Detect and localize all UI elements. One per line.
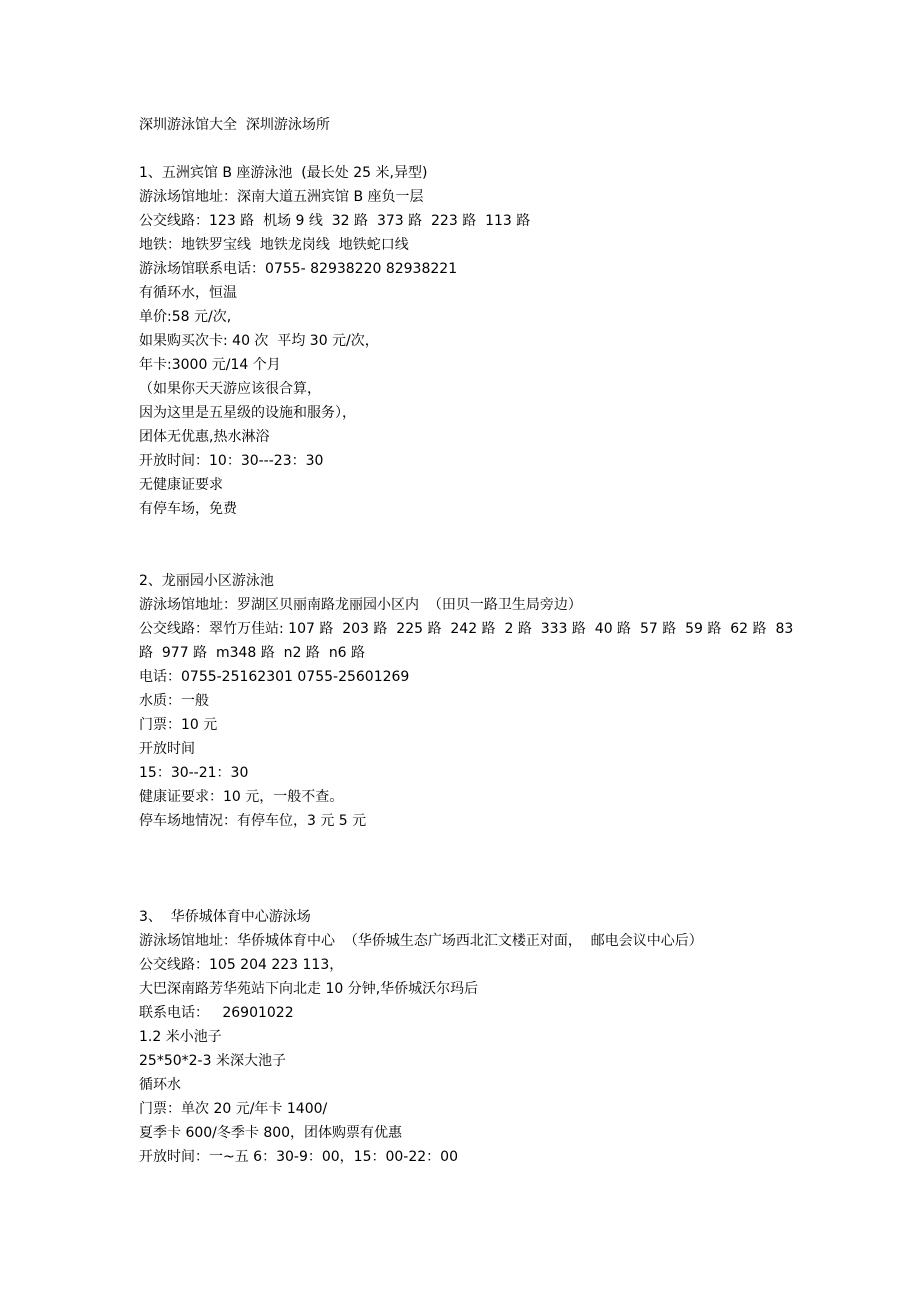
phone-line: 电话：0755-25162301 0755-25601269 bbox=[139, 669, 410, 685]
group-line: 团体无优惠,热水淋浴 bbox=[139, 429, 270, 445]
address-line: 游泳场馆地址：深南大道五洲宾馆 B 座负一层 bbox=[139, 189, 424, 205]
bus-line-continued: 路 977 路 m348 路 n2 路 n6 路 bbox=[139, 645, 366, 661]
note-line: （如果你天天游应该很合算， bbox=[139, 381, 321, 397]
directions-line: 大巴深南路芳华苑站下向北走 10 分钟,华侨城沃尔玛后 bbox=[139, 981, 479, 997]
address-line: 游泳场馆地址：罗湖区贝丽南路龙丽园小区内 （田贝一路卫生局旁边） bbox=[139, 597, 582, 613]
annual-card-line: 年卡:3000 元/14 个月 bbox=[139, 357, 281, 373]
ticket-line: 门票：10 元 bbox=[139, 717, 218, 733]
small-pool-line: 1.2 米小池子 bbox=[139, 1029, 222, 1045]
parking-line: 有停车场，免费 bbox=[139, 501, 237, 517]
pass-line: 如果购买次卡: 40 次 平均 30 元/次， bbox=[139, 333, 379, 349]
spacer bbox=[139, 137, 819, 161]
hours-line: 开放时间：一~五 6：30-9：00，15：00-22：00 bbox=[139, 1149, 458, 1165]
hours-label: 开放时间 bbox=[139, 741, 195, 757]
large-pool-line: 25*50*2-3 米深大池子 bbox=[139, 1053, 286, 1069]
bus-line: 公交线路：翠竹万佳站: 107 路 203 路 225 路 242 路 2 路 333 路 40 路 57 路 59 路 62 路 83 bbox=[139, 621, 794, 637]
phone-line: 联系电话： 26901022 bbox=[139, 1005, 294, 1021]
metro-line: 地铁：地铁罗宝线 地铁龙岗线 地铁蛇口线 bbox=[139, 237, 409, 253]
water-line: 循环水 bbox=[139, 1077, 181, 1093]
hours-line: 开放时间：10：30---23：30 bbox=[139, 453, 324, 469]
spacer bbox=[139, 833, 819, 905]
spacer bbox=[139, 521, 819, 569]
bus-line: 公交线路：123 路 机场 9 线 32 路 373 路 223 路 113 路 bbox=[139, 213, 531, 229]
water-line: 水质：一般 bbox=[139, 693, 209, 709]
section-longliyuan-pool bbox=[139, 569, 819, 833]
section-heading: 2、龙丽园小区游泳池 bbox=[139, 573, 274, 589]
price-line: 单价:58 元/次, bbox=[139, 309, 232, 325]
ticket-line: 门票：单次 20 元/年卡 1400/ bbox=[139, 1101, 328, 1117]
section-heading: 1、五洲宾馆 B 座游泳池 (最长处 25 米,异型) bbox=[139, 165, 428, 181]
health-cert-line: 健康证要求：10 元，一般不查。 bbox=[139, 789, 344, 805]
seasonal-card-line: 夏季卡 600/冬季卡 800，团体购票有优惠 bbox=[139, 1125, 403, 1141]
phone-line: 游泳场馆联系电话：0755- 82938220 82938221 bbox=[139, 261, 458, 277]
section-heading: 3、 华侨城体育中心游泳场 bbox=[139, 909, 311, 925]
document-title: 深圳游泳馆大全 深圳游泳场所 bbox=[139, 117, 330, 133]
health-cert-line: 无健康证要求 bbox=[139, 477, 223, 493]
document-body bbox=[139, 113, 819, 1169]
water-line: 有循环水，恒温 bbox=[139, 285, 237, 301]
note-line: 因为这里是五星级的设施和服务）， bbox=[139, 405, 356, 421]
section-oct-sports-center-pool bbox=[139, 905, 819, 1169]
bus-line: 公交线路：105 204 223 113， bbox=[139, 957, 344, 973]
parking-line: 停车场地情况：有停车位，3 元 5 元 bbox=[139, 813, 367, 829]
hours-line: 15：30--21：30 bbox=[139, 765, 249, 781]
section-wuzhou-hotel-pool bbox=[139, 161, 819, 521]
address-line: 游泳场馆地址：华侨城体育中心 （华侨城生态广场西北汇文楼正对面， 邮电会议中心后） bbox=[139, 933, 703, 949]
